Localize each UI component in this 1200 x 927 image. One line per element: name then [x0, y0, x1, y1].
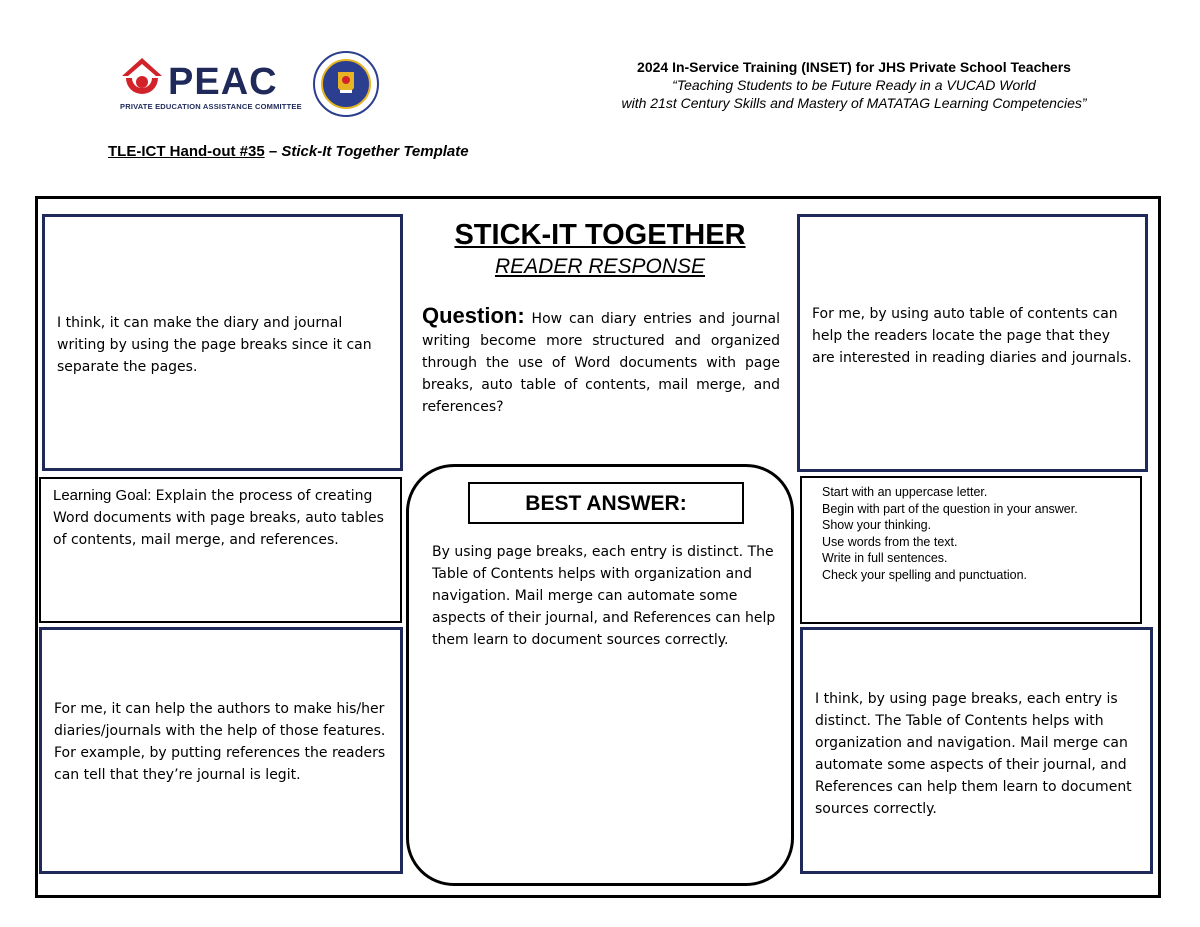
question-text: How can diary entries and journal writing become more structured and organized through the use of Word documents with page breaks, auto table of contents, mail merge, and references? — [422, 311, 780, 415]
response-text-bottom-right: I think, by using page breaks, each entry is distinct. The Table of Contents helps with organization and navigation. Mail merge can automate some aspects of their journal, and References can help them learn to document sources correctly. — [815, 691, 1132, 817]
tip-item: Check your spelling and punctuation. — [822, 567, 1027, 582]
stick-it-title: STICK-IT TOGETHER — [454, 219, 746, 251]
tip-item: Show your thinking. — [822, 518, 932, 532]
question-block — [422, 305, 780, 418]
tip-item: Use words from the text. — [822, 534, 958, 549]
tip-item: Start with an uppercase letter. — [822, 485, 988, 499]
writing-tips-box — [800, 476, 1142, 624]
learning-goal-label: Learning Goal: — [53, 487, 156, 504]
handout-dash: – — [264, 143, 282, 160]
peac-logo-subtext: PRIVATE EDUCATION ASSISTANCE COMMITTEE — [120, 102, 302, 111]
response-box-bottom-right — [800, 627, 1153, 874]
peac-logo-icon — [118, 56, 166, 104]
handout-name: Stick-It Together Template — [281, 143, 469, 160]
question-label: Question: — [422, 303, 525, 328]
response-text-top-right: For me, by using auto table of contents can help the readers locate the page that they are interested in reading diaries and journals. — [812, 306, 1132, 366]
training-header — [574, 58, 1134, 112]
best-answer-label: BEST ANSWER: — [468, 482, 744, 524]
response-text-bottom-left: For me, it can help the authors to make his/her diaries/journals with the help of those features. For example, by putting references the readers can tell that they’re journal is legit. — [54, 701, 386, 783]
peac-logo-text: PEAC — [168, 61, 278, 103]
response-box-bottom-left — [39, 627, 403, 874]
center-heading — [410, 216, 790, 280]
handout-title — [108, 143, 469, 160]
learning-goal-text: Explain the process of creating Word documents with page breaks, auto tables of contents, mail merge, and references. — [53, 488, 384, 548]
tip-item: Begin with part of the question in your answer. — [822, 501, 1078, 516]
best-answer-text: By using page breaks, each entry is distinct. The Table of Contents helps with organization and navigation. Mail merge can automate some aspects of their journal, and References can help them learn to document sources correctly. — [432, 544, 776, 648]
learning-goal-box — [39, 477, 402, 623]
response-box-top-right — [797, 214, 1148, 472]
best-answer-box — [406, 464, 794, 886]
deped-seal-icon — [312, 50, 380, 118]
response-text-top-left: I think, it can make the diary and journal writing by using the page breaks since it can separate the pages. — [57, 315, 372, 375]
handout-code: TLE-ICT Hand-out #35 — [108, 143, 265, 160]
training-title: 2024 In-Service Training (INSET) for JHS Private School Teachers — [637, 59, 1071, 75]
reader-response-subtitle: READER RESPONSE — [494, 255, 706, 278]
tip-item: Write in full sentences. — [822, 551, 948, 565]
training-subtitle-1: “Teaching Students to be Future Ready in a VUCAD World — [672, 77, 1036, 93]
response-box-top-left — [42, 214, 403, 471]
training-subtitle-2: with 21st Century Skills and Mastery of MATATAG Learning Competencies” — [621, 95, 1087, 111]
